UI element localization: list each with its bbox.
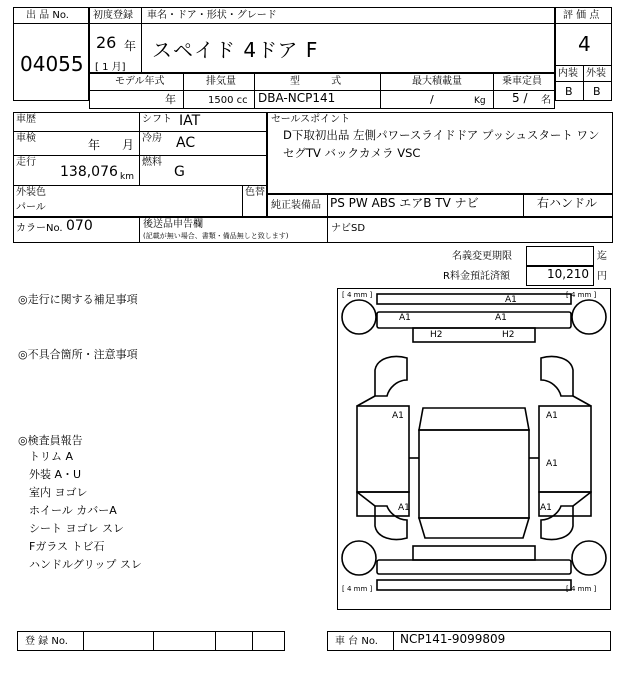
mileage-unit: km bbox=[120, 172, 134, 182]
divider bbox=[493, 73, 494, 109]
divider bbox=[83, 631, 84, 651]
displacement-value: 1500 cc bbox=[208, 95, 248, 106]
damage-mark: A1 bbox=[546, 459, 558, 469]
inspector-line: 外装 A・U bbox=[29, 468, 82, 481]
damage-mark: H2 bbox=[502, 330, 515, 340]
reg-no-label: 登 録 No. bbox=[25, 636, 68, 647]
model-year-unit: 年 bbox=[165, 93, 176, 106]
car-name-value: スペイド 4ドア F bbox=[152, 38, 319, 62]
inspector-line: 室内 ヨゴレ bbox=[29, 486, 88, 499]
divider bbox=[327, 194, 328, 217]
details-grid bbox=[13, 112, 267, 217]
tire-label-fl: [ 4 mm ] bbox=[342, 291, 373, 299]
damage-mark: A1 bbox=[398, 503, 410, 513]
exterior-label: 外装 bbox=[586, 68, 606, 79]
fuel-label: 燃料 bbox=[142, 157, 162, 168]
car-diagram-drawing bbox=[337, 288, 611, 610]
sales-point-label: セールスポイント bbox=[271, 114, 351, 125]
divider bbox=[242, 185, 243, 217]
first-reg-month: [ 1 月] bbox=[95, 62, 126, 73]
history-label: 車歴 bbox=[16, 114, 36, 125]
capacity-value: 5 / bbox=[512, 91, 528, 105]
sales-point-line2: セグTV バックカメラ VSC bbox=[283, 146, 421, 160]
ac-label: 冷房 bbox=[142, 133, 162, 144]
divider bbox=[327, 217, 328, 243]
supplement-label: ◎走行に関する補足事項 bbox=[18, 293, 138, 306]
recycle-unit: 円 bbox=[597, 271, 607, 282]
divider bbox=[555, 23, 612, 24]
inspector-line: シート ヨゴレ スレ bbox=[29, 522, 124, 535]
color-docs-row bbox=[13, 217, 613, 243]
first-reg-year: 26 bbox=[96, 33, 117, 52]
damage-mark: A1 bbox=[495, 313, 507, 323]
divider bbox=[523, 194, 524, 217]
first-reg-label: 初度登録 bbox=[93, 10, 133, 21]
divider bbox=[583, 65, 584, 101]
color-no-value: 070 bbox=[66, 218, 93, 234]
type-label: 型 式 bbox=[290, 76, 356, 87]
tire-label-rr: [ 4 mm ] bbox=[566, 585, 597, 593]
recolor-label: 色替 bbox=[245, 187, 265, 198]
damage-mark: A1 bbox=[399, 313, 411, 323]
inspection-year: 年 bbox=[88, 138, 101, 152]
lot-no-value: 04055 bbox=[20, 52, 84, 76]
divider bbox=[13, 185, 267, 186]
inspector-line: トリム A bbox=[29, 450, 74, 463]
damage-mark: A1 bbox=[505, 295, 517, 305]
divider bbox=[380, 73, 381, 109]
recycle-label: R料金預託済額 bbox=[443, 271, 510, 282]
chassis-no: NCP141-9099809 bbox=[400, 632, 506, 646]
damage-mark: A1 bbox=[546, 411, 558, 421]
ext-color-label: 外装色 bbox=[16, 187, 46, 198]
docs-label: 後送品申告欄 bbox=[143, 219, 203, 230]
handle-value: 右ハンドル bbox=[537, 196, 598, 210]
model-year-label: モデル年式 bbox=[115, 76, 165, 87]
name-change-box bbox=[526, 246, 594, 266]
divider bbox=[13, 131, 267, 132]
grade-label: 評 価 点 bbox=[563, 10, 600, 21]
capacity-label: 乗車定員 bbox=[502, 76, 542, 87]
interior-label: 内装 bbox=[558, 68, 578, 79]
inspector-line: Fガラス トビ石 bbox=[29, 540, 105, 553]
inspector-line: ホイール カバーA bbox=[29, 504, 117, 517]
shift-value: IAT bbox=[179, 113, 201, 129]
divider bbox=[183, 73, 184, 109]
divider bbox=[139, 217, 140, 243]
mileage-label: 走行 bbox=[16, 157, 36, 168]
divider bbox=[13, 23, 89, 24]
grade-value: 4 bbox=[578, 32, 591, 56]
chassis-label: 車 台 No. bbox=[335, 636, 378, 647]
sales-point-line1: D下取初出品 左側パワースライドドア プッシュスタート ワン bbox=[283, 128, 600, 142]
docs-note: (記載が無い場合、書類・備品無しと致します) bbox=[143, 232, 289, 240]
divider bbox=[13, 155, 267, 156]
defects-label: ◎不具合箇所・注意事項 bbox=[18, 348, 138, 361]
inspector-line: ハンドルグリップ スレ bbox=[29, 558, 142, 571]
divider bbox=[153, 631, 154, 651]
divider bbox=[139, 112, 140, 185]
divider bbox=[393, 631, 394, 651]
divider bbox=[215, 631, 216, 651]
fuel-value: G bbox=[174, 164, 185, 180]
name-change-unit: 迄 bbox=[597, 251, 607, 262]
ext-color-value: パール bbox=[16, 202, 46, 213]
ac-value: AC bbox=[176, 135, 196, 151]
damage-mark: A1 bbox=[540, 503, 552, 513]
tire-label-fr: [ 4 mm ] bbox=[566, 291, 597, 299]
divider bbox=[89, 23, 555, 24]
divider bbox=[141, 7, 142, 73]
damage-mark: H2 bbox=[430, 330, 443, 340]
inspector-label: ◎検査員報告 bbox=[18, 434, 83, 447]
displacement-label: 排気量 bbox=[206, 76, 236, 87]
recycle-value: 10,210 bbox=[547, 267, 589, 281]
equipment-label: 純正装備品 bbox=[271, 200, 321, 211]
inspection-label: 車検 bbox=[16, 133, 36, 144]
divider bbox=[254, 73, 255, 109]
type-value: DBA-NCP141 bbox=[258, 91, 336, 105]
equipment-items: PS PW ABS エアB TV ナビ bbox=[330, 196, 479, 210]
divider bbox=[555, 81, 612, 82]
color-no-label: カラーNo. bbox=[16, 223, 63, 234]
max-load-unit: Kg bbox=[474, 96, 486, 106]
car-name-label: 車名・ドア・形状・グレード bbox=[147, 10, 277, 21]
inspection-month: 月 bbox=[122, 138, 135, 152]
name-change-label: 名義変更期限 bbox=[452, 251, 512, 262]
shift-label: シフト bbox=[142, 114, 172, 125]
capacity-unit: 名 bbox=[541, 95, 551, 106]
year-unit: 年 bbox=[124, 39, 137, 53]
max-load-label: 最大積載量 bbox=[412, 76, 462, 87]
lot-no-label: 出 品 No. bbox=[26, 10, 69, 21]
mileage-value: 138,076 bbox=[60, 164, 118, 180]
damage-mark: A1 bbox=[392, 411, 404, 421]
interior-grade: B bbox=[565, 85, 573, 98]
tire-label-rl: [ 4 mm ] bbox=[342, 585, 373, 593]
docs-value: ナビSD bbox=[331, 223, 366, 234]
divider bbox=[252, 631, 253, 651]
exterior-grade: B bbox=[593, 85, 601, 98]
max-load-value: / bbox=[430, 93, 434, 106]
